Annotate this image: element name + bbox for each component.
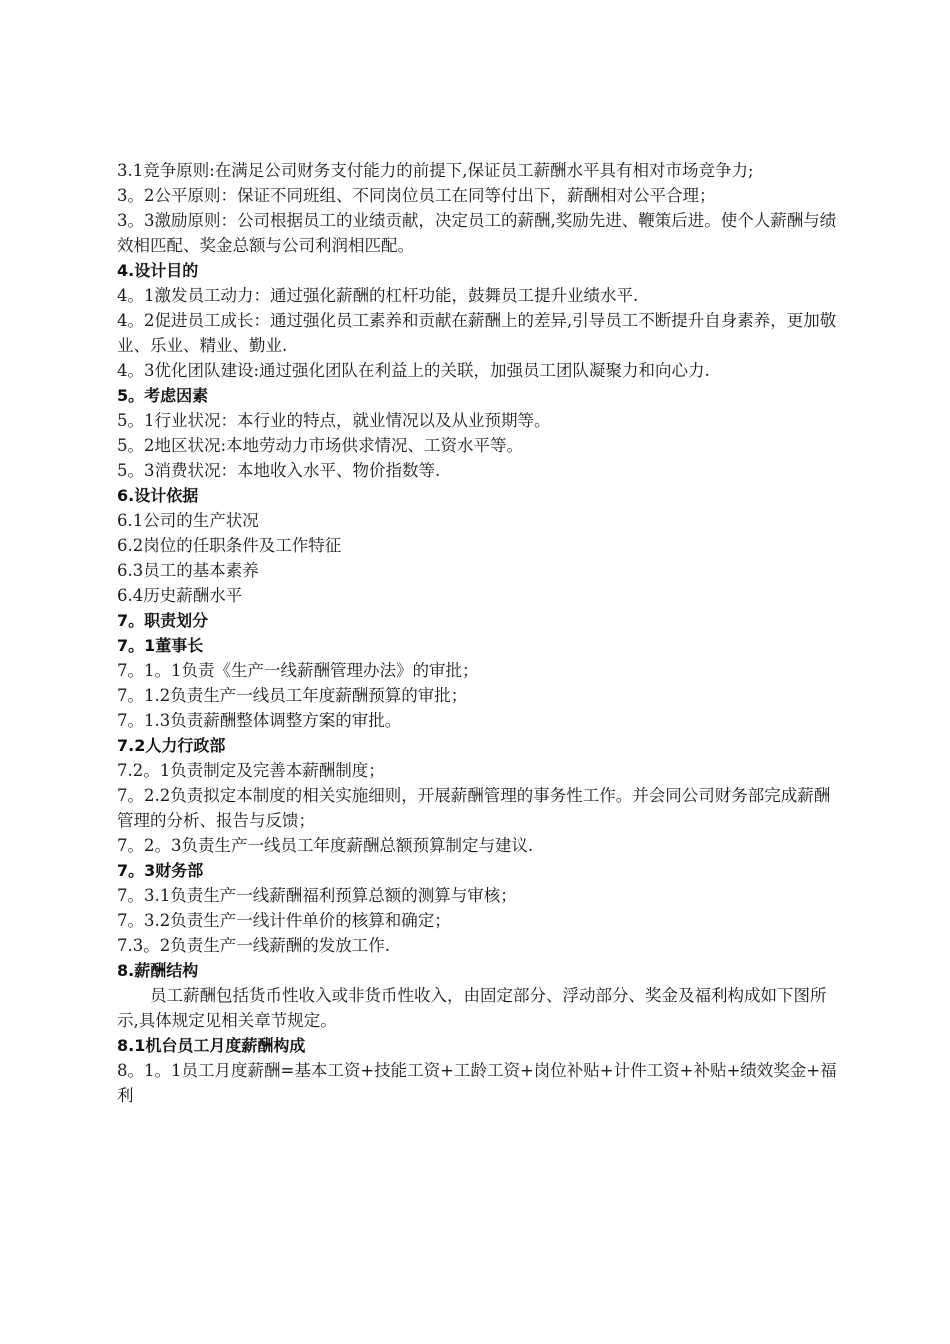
clause-6-3: 6.3员工的基本素养: [117, 561, 259, 580]
clause-5-3: 5。3消费状况：本地收入水平、物价指数等.: [117, 461, 441, 480]
heading-8-1: 8.1机台员工月度薪酬构成: [117, 1036, 306, 1055]
clause-6-1: 6.1公司的生产状况: [117, 511, 259, 530]
clause-7-3-1: 7。3.1负责生产一线薪酬福利预算总额的测算与审核；: [117, 886, 517, 905]
clause-6-4: 6.4历史薪酬水平: [117, 586, 243, 605]
clause-7-2-2: 7。2.2负责拟定本制度的相关实施细则，开展薪酬管理的事务性工作。并会同公司财务部完成薪酬管理的分析、报告与反馈；: [117, 786, 831, 830]
heading-7: 7。职责划分: [117, 611, 209, 630]
heading-4: 4.设计目的: [117, 261, 199, 280]
clause-7-3-2: 7。3.2负责生产一线计件单价的核算和确定；: [117, 911, 451, 930]
heading-8: 8.薪酬结构: [117, 961, 199, 980]
clause-7-1-3: 7。1.3负责薪酬整体调整方案的审批。: [117, 711, 402, 730]
clause-5-1: 5。1行业状况：本行业的特点，就业情况以及从业预期等。: [117, 411, 551, 430]
document-body: [117, 158, 839, 1108]
clause-4-3: 4。3优化团队建设:通过强化团队在利益上的关联，加强员工团队凝聚力和向心力.: [117, 361, 710, 380]
clause-7-3-3: 7.3。2负责生产一线薪酬的发放工作.: [117, 936, 390, 955]
clause-7-2-3: 7。2。3负责生产一线员工年度薪酬总额预算制定与建议.: [117, 836, 534, 855]
heading-6: 6.设计依据: [117, 486, 199, 505]
clause-6-2: 6.2岗位的任职条件及工作特征: [117, 536, 342, 555]
clause-3-3: 3。3激励原则：公司根据员工的业绩贡献，决定员工的薪酬,奖励先进、鞭策后进。使个人薪酬与绩效相匹配、奖金总额与公司利润相匹配。: [117, 211, 837, 255]
clause-4-1: 4。1激发员工动力：通过强化薪酬的杠杆功能，鼓舞员工提升业绩水平.: [117, 286, 639, 305]
clause-8-1-1: 8。1。1员工月度薪酬=基本工资+技能工资+工龄工资+岗位补贴+计件工资+补贴+绩效奖金+福利: [117, 1061, 837, 1105]
clause-7-1-2: 7。1.2负责生产一线员工年度薪酬预算的审批；: [117, 686, 468, 705]
clause-7-2-1: 7.2。1负责制定及完善本薪酬制度；: [117, 761, 385, 780]
heading-5: 5。考虑因素: [117, 386, 209, 405]
clause-4-2: 4。2促进员工成长：通过强化员工素养和贡献在薪酬上的差异,引导员工不断提升自身素养，更加敬业、乐业、精业、勤业.: [117, 311, 837, 355]
clause-8-intro: 员工薪酬包括货币性收入或非货币性收入，由固定部分、浮动部分、奖金及福利构成如下图所示,具体规定见相关章节规定。: [117, 986, 827, 1030]
clause-3-2: 3。2公平原则：保证不同班组、不同岗位员工在同等付出下，薪酬相对公平合理；: [117, 186, 716, 205]
clause-3-1: 3.1竞争原则:在满足公司财务支付能力的前提下,保证员工薪酬水平具有相对市场竞争力;: [117, 161, 754, 180]
clause-7-1-1: 7。1。1负责《生产一线薪酬管理办法》的审批；: [117, 661, 479, 680]
heading-7-2: 7.2人力行政部: [117, 736, 226, 755]
heading-7-1: 7。1董事长: [117, 636, 204, 655]
clause-5-2: 5。2地区状况:本地劳动力市场供求情况、工资水平等。: [117, 436, 524, 455]
heading-7-3: 7。3财务部: [117, 861, 204, 880]
